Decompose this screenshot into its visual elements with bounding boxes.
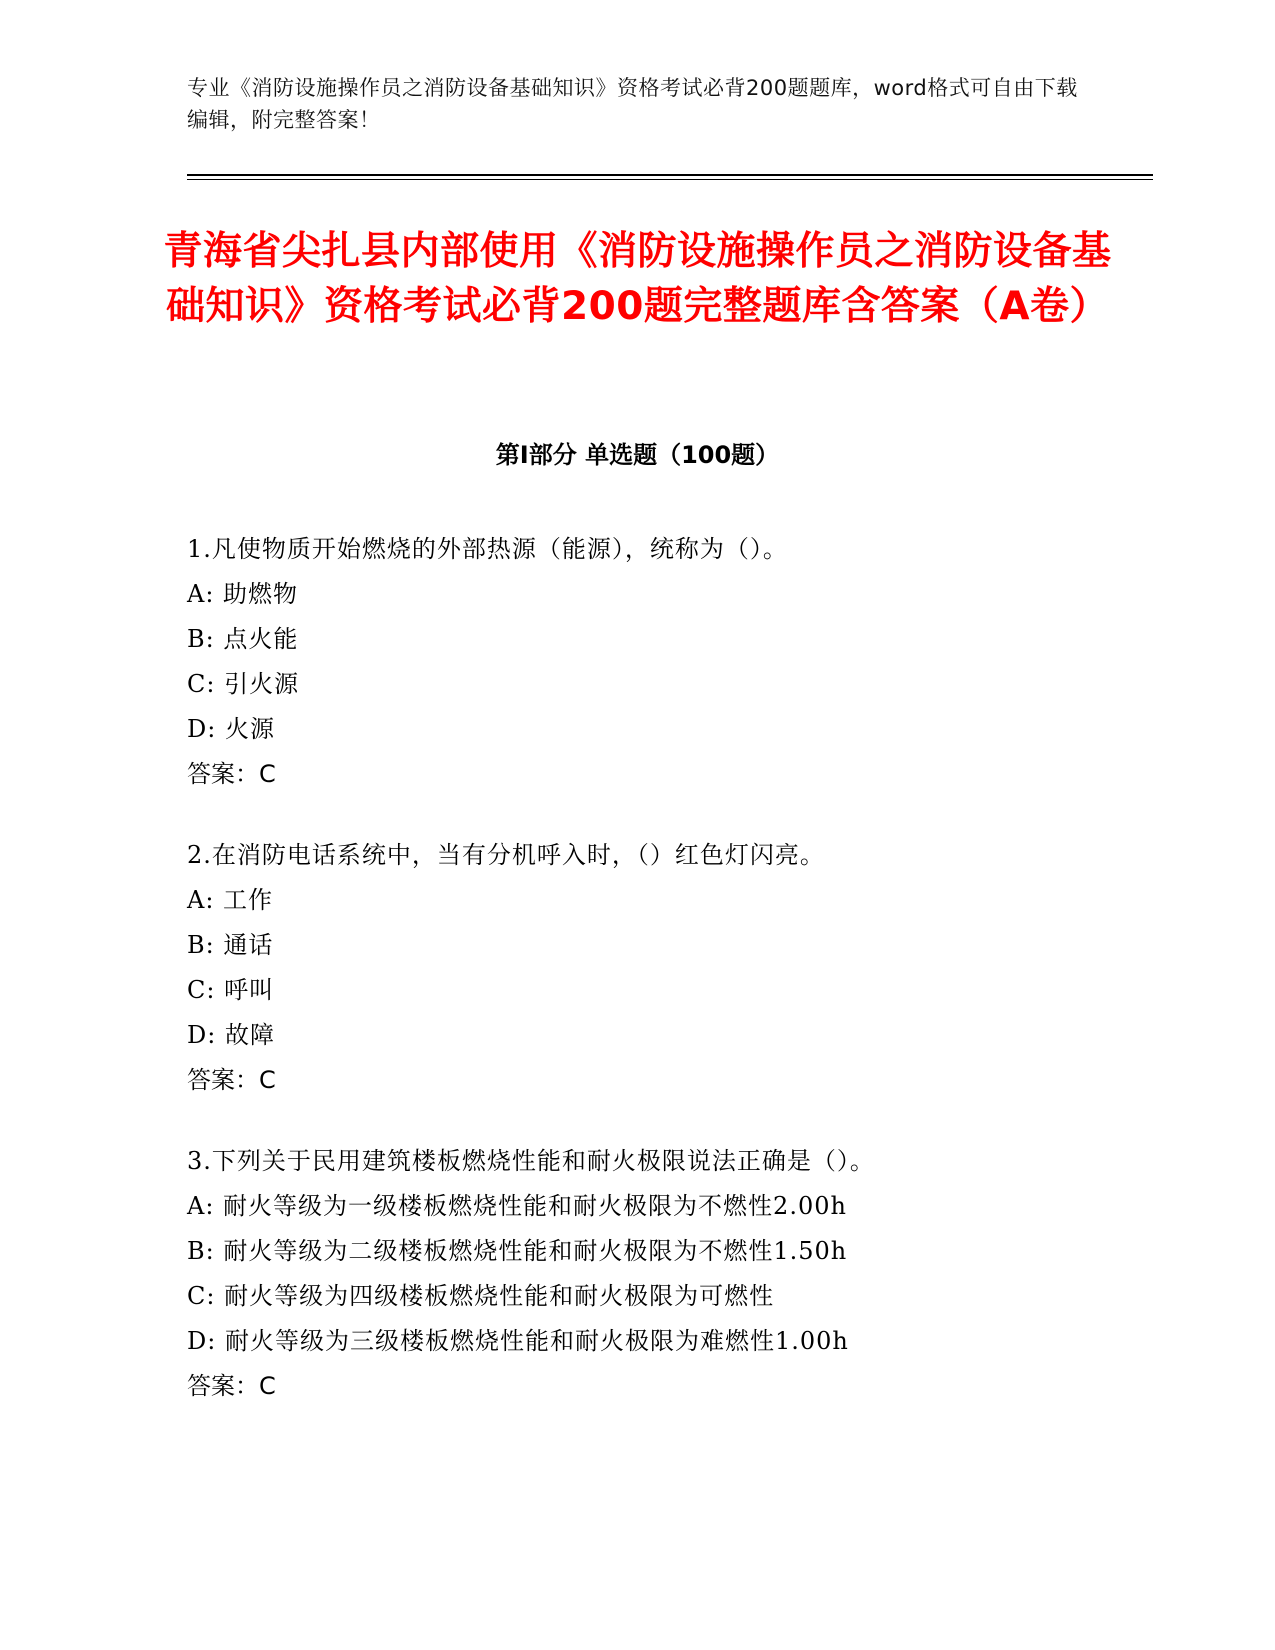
- question-2: [187, 833, 1187, 1103]
- header-divider-thin: [187, 179, 1153, 180]
- option-d: D: 耐火等级为三级楼板燃烧性能和耐火极限为难燃性1.00h: [187, 1327, 849, 1355]
- option-b: B: 耐火等级为二级楼板燃烧性能和耐火极限为不燃性1.50h: [187, 1237, 848, 1265]
- option-b: B: 通话: [187, 931, 274, 959]
- question-1: [187, 527, 1187, 797]
- option-a: A: 耐火等级为一级楼板燃烧性能和耐火极限为不燃性2.00h: [187, 1192, 847, 1220]
- answer-line: 答案：C: [187, 1066, 276, 1094]
- option-c: C: 引火源: [187, 670, 300, 698]
- document-title: 青海省尖扎县内部使用《消防设施操作员之消防设备基础知识》资格考试必背200题完整题库含答案（A卷）: [163, 229, 1112, 329]
- answer-line: 答案：C: [187, 760, 276, 788]
- question-stem: 2.在消防电话系统中，当有分机呼入时，（）红色灯闪亮。: [187, 841, 825, 869]
- question-3: [187, 1139, 1187, 1409]
- section-title: 第Ⅰ部分 单选题（100题）: [495, 441, 780, 469]
- question-list: [187, 527, 1187, 1445]
- option-c: C: 耐火等级为四级楼板燃烧性能和耐火极限为可燃性: [187, 1282, 775, 1310]
- question-stem: 3.下列关于民用建筑楼板燃烧性能和耐火极限说法正确是（）。: [187, 1147, 875, 1175]
- option-b: B: 点火能: [187, 625, 299, 653]
- header-note: 专业《消防设施操作员之消防设备基础知识》资格考试必背200题题库，word格式可自由下载编辑，附完整答案！: [187, 76, 1078, 132]
- option-d: D: 故障: [187, 1021, 275, 1049]
- option-c: C: 呼叫: [187, 976, 275, 1004]
- header-divider-thick: [187, 174, 1153, 176]
- option-a: A: 助燃物: [187, 580, 299, 608]
- option-a: A: 工作: [187, 886, 274, 914]
- question-stem: 1.凡使物质开始燃烧的外部热源（能源），统称为（）。: [187, 535, 788, 563]
- option-d: D: 火源: [187, 715, 275, 743]
- answer-line: 答案：C: [187, 1372, 276, 1400]
